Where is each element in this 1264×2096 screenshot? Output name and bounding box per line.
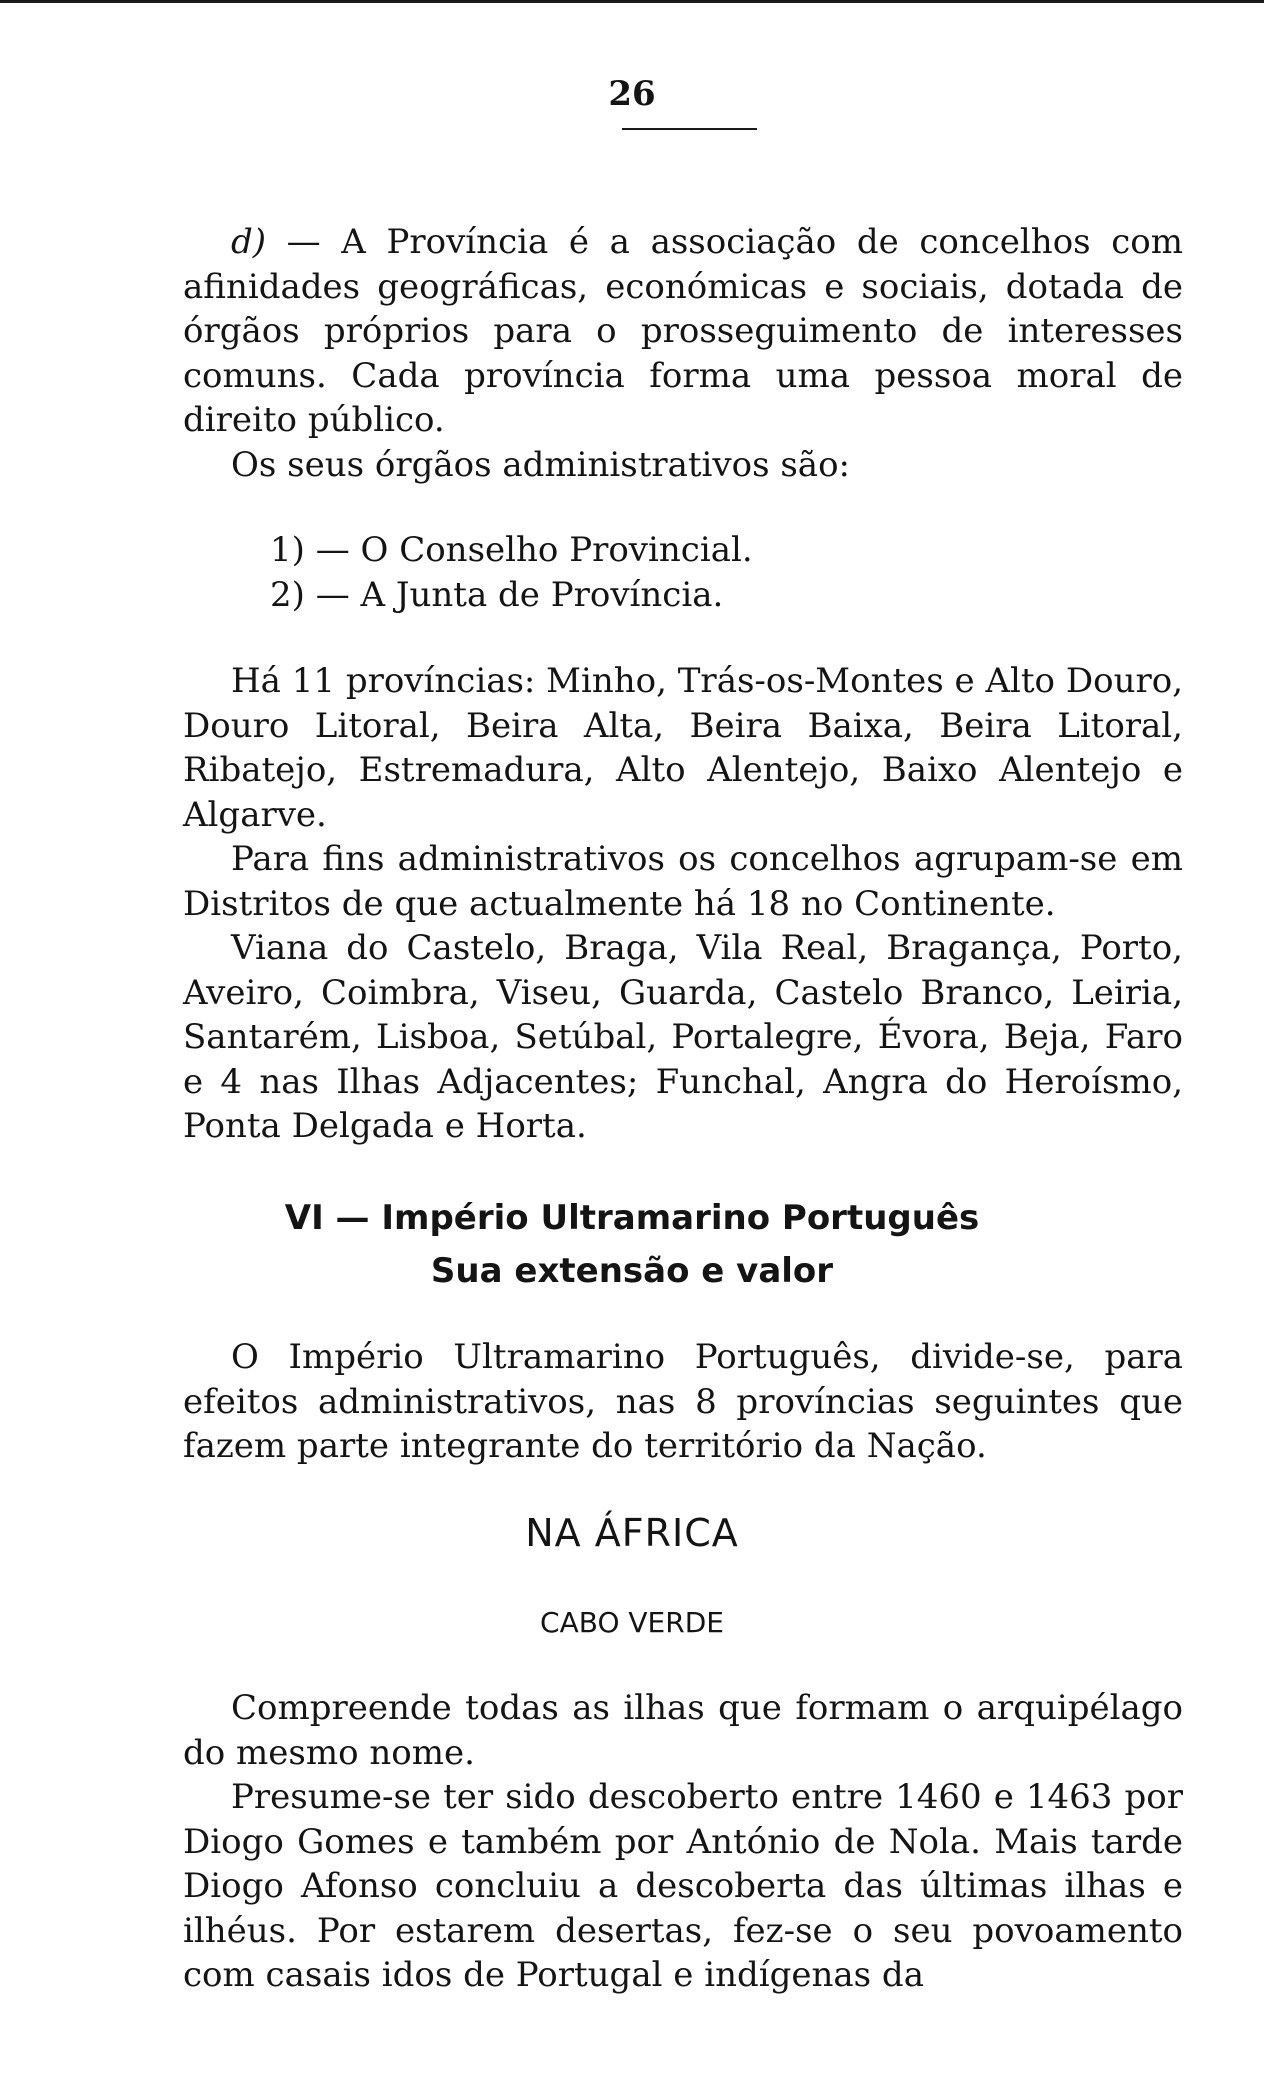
section-vi-subtitle: Sua extensão e valor [430, 1251, 834, 1291]
page-number-underline [622, 128, 757, 130]
africa-heading: NA ÁFRICA [525, 1511, 739, 1555]
organ-item-1: 1) — O Conselho Provincial. [270, 530, 753, 570]
district-list-paragraph: Viana do Castelo, Braga, Vila Real, Bragança, Porto, Aveiro, Coimbra, Viseu, Guarda, Castelo Branco, Leiria, Santarém, Lisboa, Setúbal, Portalegre, Évora, Beja, Faro e 4 nas Ilhas Adjacentes; Funchal, Angra do Heroísmo, Ponta Delgada e Horta. [183, 928, 1183, 1146]
page-number: 26 [608, 74, 656, 114]
item-label-d: d) [231, 222, 267, 262]
cabo-verde-block [183, 1686, 1183, 1998]
organs-list [270, 528, 753, 617]
empire-intro-block [183, 1335, 1183, 1469]
empire-intro-paragraph: O Império Ultramarino Português, divide-se, para efeitos administrativos, nas 8 províncias seguintes que fazem parte integrante do território da Nação. [183, 1337, 1183, 1466]
provinces-districts-block [183, 659, 1183, 1149]
cabo-verde-paragraph-1: Compreende todas as ilhas que formam o arquipélago do mesmo nome. [183, 1688, 1183, 1773]
provinces-paragraph: Há 11 províncias: Minho, Trás-os-Montes e Alto Douro, Douro Litoral, Beira Alta, Beira Baixa, Beira Litoral, Ribatejo, Estremadura, Alto Alentejo, Baixo Alentejo e Algarve. [183, 661, 1183, 835]
organs-intro-paragraph: Os seus órgãos administrativos são: [231, 444, 851, 485]
districts-paragraph: Para fins administrativos os concelhos agrupam-se em Distritos de que actualmente há 18 no Continente. [183, 839, 1183, 924]
section-vi-heading [0, 1192, 1264, 1298]
province-definition-text: — A Província é a associação de concelhos com afinidades geográficas, económicas e sociais, dotada de órgãos próprios para o prosseguimento de interesses comuns. Cada província forma uma pessoa moral de direito público. [183, 222, 1183, 440]
section-vi-title: VI — Império Ultramarino Português [284, 1198, 980, 1238]
province-definition-block [183, 220, 1183, 487]
province-definition-paragraph [183, 220, 1183, 443]
organ-item-2: 2) — A Junta de Província. [270, 574, 724, 615]
cabo-verde-paragraph-2: Presume-se ter sido descoberto entre 1460 e 1463 por Diogo Gomes e também por António de Nola. Mais tarde Diogo Afonso concluiu a descoberta das últimas ilhas e ilhéus. Por estarem desertas, fez-se o seu povoamento com casais idos de Portugal e indígenas da [183, 1777, 1183, 1995]
cabo-verde-heading: CABO VERDE [540, 1606, 724, 1639]
top-border-line [0, 0, 1264, 3]
